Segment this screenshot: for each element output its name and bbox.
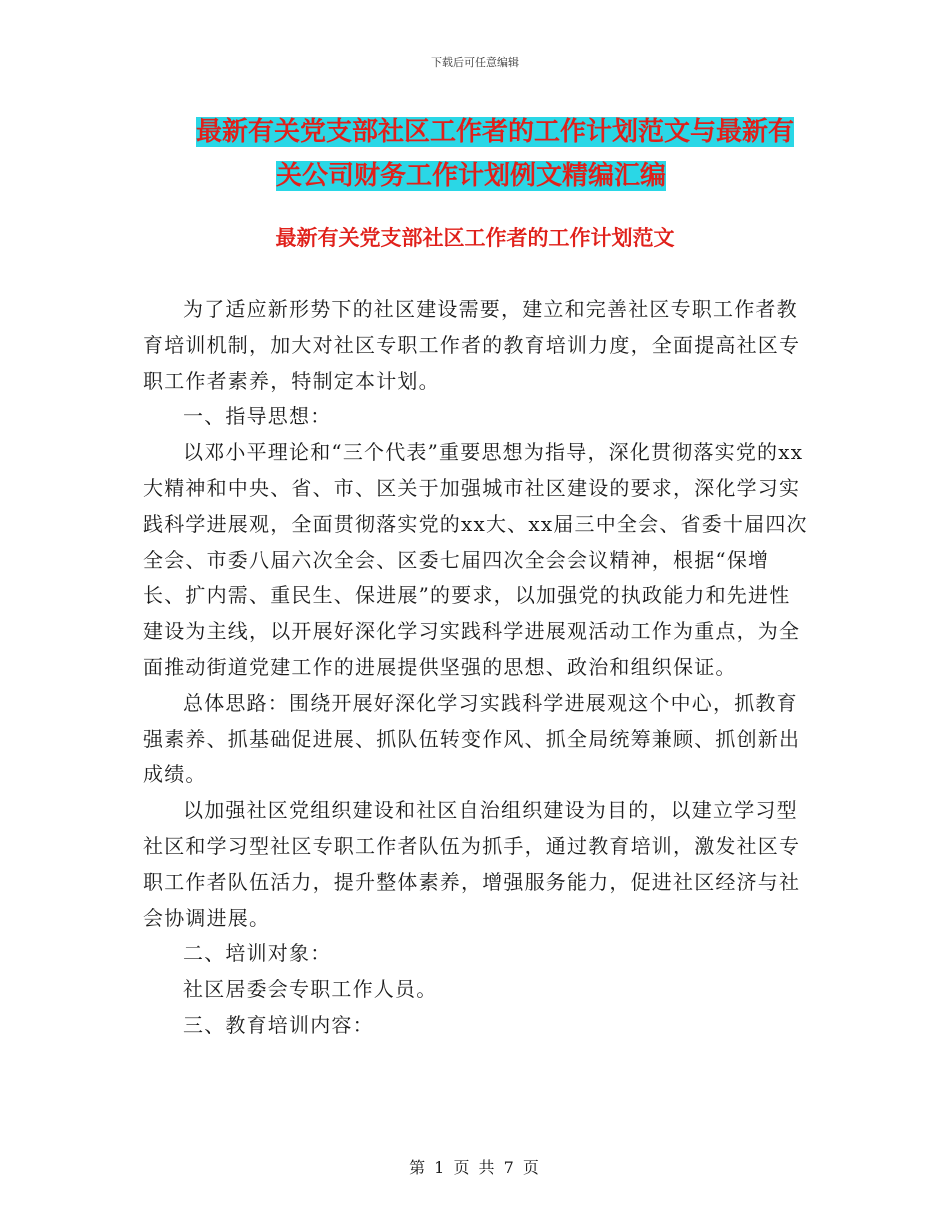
document-body bbox=[143, 292, 808, 1044]
paragraph: 社区居委会专职工作人员。 bbox=[183, 977, 438, 1002]
paragraph: 三、教育培训内容： bbox=[183, 1012, 374, 1037]
paragraph: 以加强社区党组织建设和社区自治组织建设为目的，以建立学习型社区和学习型社区专职工作者队伍为抓手，通过教育培训，激发社区专职工作者队伍活力，提升整体素养，增强服务能力，促进社区经济与社会协调进展。 bbox=[143, 798, 801, 930]
document-title bbox=[143, 110, 813, 198]
section-title: 最新有关党支部社区工作者的工作计划范文 bbox=[275, 226, 675, 250]
paragraph: 总体思路：围绕开展好深化学习实践科学进展观这个中心，抓教育强素养、抓基础促进展、抓队伍转变作风、抓全局统筹兼顾、抓创新出成绩。 bbox=[143, 690, 801, 787]
paragraph: 为了适应新形势下的社区建设需要，建立和完善社区专职工作者教育培训机制，加大对社区专职工作者的教育培训力度，全面提高社区专职工作者素养，特制定本计划。 bbox=[143, 297, 801, 393]
title-highlight: 关公司财务工作计划例文精编汇编 bbox=[276, 161, 667, 191]
title-highlight: 最新有关党支部社区工作者的工作计划范文与最新有 bbox=[196, 117, 795, 147]
paragraph: 一、指导思想： bbox=[183, 404, 332, 429]
page-number: 第 1 页 共 7 页 bbox=[409, 1158, 541, 1177]
paragraph: 以邓小平理论和“三个代表”重要思想为指导，深化贯彻落实党的xx大精神和中央、省、市、区关于加强城市社区建设的要求，深化学习实践科学进展观，全面贯彻落实党的xx大、xx届三中全会、省委十届四次全会、市委八届六次全会、区委七届四次全会会议精神，根据“保增长、扩内需、重民生、保进展”的要求，以加强党的执政能力和先进性建设为主线，以开展好深化学习实践科学进展观活动工作为重点，为全面推动街道党建工作的进展提供坚强的思想、政治和组织保证。 bbox=[143, 440, 808, 679]
header-note: 下载后可任意编辑 bbox=[431, 56, 519, 69]
paragraph: 二、培训对象： bbox=[183, 941, 332, 966]
document-title-line-2 bbox=[143, 154, 813, 198]
document-title-line-1 bbox=[143, 110, 813, 154]
